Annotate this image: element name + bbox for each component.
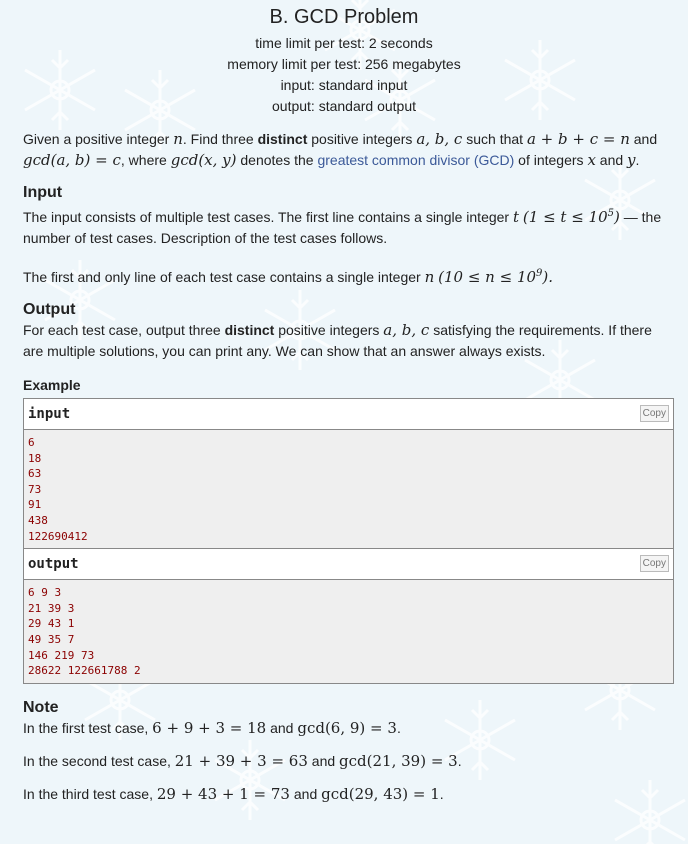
memory-limit: memory limit per test: 256 megabytes <box>227 56 461 72</box>
legend-text: denotes the <box>236 152 318 168</box>
math-y: y <box>627 151 636 169</box>
math-n: n <box>173 130 183 148</box>
output-example-header <box>24 549 673 580</box>
output-example-line: 49 35 7 <box>28 632 75 646</box>
math-t-range <box>523 208 620 226</box>
output-example-body[interactable] <box>24 580 673 683</box>
n-range-text: (10 ≤ n ≤ 10 <box>438 268 537 286</box>
legend-text: and <box>595 152 628 168</box>
math-note-eq: 21 + 39 + 3 = 63 <box>174 751 308 770</box>
legend-text: , where <box>120 152 171 168</box>
copy-output-button[interactable]: Copy <box>640 555 669 572</box>
input-example-line: 63 <box>28 467 42 481</box>
output-text: satisfying the requirements. If there are multiple solutions, you can print any. We can show that an answer always exists. <box>23 322 652 359</box>
note-line-1 <box>23 718 665 739</box>
t-range-close: ) <box>614 208 620 226</box>
note-text: In the first test case, <box>23 719 153 736</box>
input-example-header <box>24 399 673 430</box>
t-exponent: 5 <box>607 208 615 219</box>
note-text: and <box>307 752 340 769</box>
output-example-line: 28622 122661788 2 <box>28 664 141 678</box>
math-x: x <box>587 151 596 169</box>
math-n-range <box>438 268 553 286</box>
output-example-box <box>23 549 674 684</box>
legend <box>23 129 665 171</box>
note-text: and <box>266 719 298 736</box>
input-example-line: 18 <box>28 451 42 465</box>
input-text: The first and only line of each test case contains a single integer <box>23 269 425 285</box>
output-paragraph <box>23 320 665 362</box>
legend-text: of integers <box>514 152 588 168</box>
math-note-gcd: gcd(29, 43) = 1 <box>321 784 440 803</box>
note-text: . <box>439 785 444 802</box>
input-example-line: 91 <box>28 498 42 512</box>
legend-text: . Find three <box>182 131 258 147</box>
output-example-line: 146 219 73 <box>28 648 95 662</box>
math-gcd-abc: gcd(a, b) = c <box>23 151 121 169</box>
note-text: In the third test case, <box>23 785 157 802</box>
output-example-line: 6 9 3 <box>28 586 62 600</box>
math-note-eq: 29 + 43 + 1 = 73 <box>156 784 290 803</box>
problem-header <box>23 0 665 117</box>
input-text: — the number of test cases. Description of the test cases follows. <box>23 209 662 246</box>
output-example-line: 21 39 3 <box>28 601 75 615</box>
math-n: n <box>424 268 435 286</box>
math-sum: a + b + c = n <box>526 130 630 148</box>
input-example-line: 6 <box>28 436 35 449</box>
note-line-2 <box>23 751 665 772</box>
example-section <box>23 376 665 684</box>
math-note-eq: 6 + 9 + 3 = 18 <box>152 718 267 737</box>
input-spec: input: standard input <box>280 77 408 93</box>
example-title: Example <box>23 377 81 393</box>
output-spec: output: standard output <box>272 98 416 114</box>
legend-text: . <box>635 152 640 168</box>
legend-text: and <box>629 131 658 147</box>
input-section-title: Input <box>23 184 63 201</box>
input-example-line: 73 <box>28 482 42 496</box>
legend-text: positive integers <box>307 131 417 147</box>
output-section <box>23 300 665 362</box>
bold-distinct: distinct <box>224 322 275 338</box>
input-example-line: 122690412 <box>28 529 88 543</box>
math-note-gcd: gcd(6, 9) = 3 <box>297 718 397 737</box>
problem-title: B. GCD Problem <box>269 6 419 28</box>
legend-text: such that <box>462 131 527 147</box>
output-text: For each test case, output three <box>23 322 225 338</box>
copy-input-button[interactable]: Copy <box>640 405 669 422</box>
input-text: The input consists of multiple test cases. The first line contains a single integer <box>23 209 513 225</box>
note-line-3 <box>23 784 665 805</box>
output-section-title: Output <box>23 301 76 318</box>
input-example-label: input <box>28 406 71 422</box>
math-note-gcd: gcd(21, 39) = 3 <box>339 751 458 770</box>
n-range-close: ). <box>542 268 554 286</box>
note-text: . <box>457 752 462 769</box>
t-range-text: (1 ≤ t ≤ 10 <box>522 208 608 226</box>
note-text: and <box>289 785 322 802</box>
legend-text: Given a positive integer <box>23 131 174 147</box>
input-section <box>23 183 665 288</box>
note-section <box>23 698 665 805</box>
output-example-line: 29 43 1 <box>28 617 75 631</box>
note-text: . <box>396 719 401 736</box>
input-example-body[interactable] <box>24 430 673 548</box>
output-example-label: output <box>28 556 79 573</box>
input-example-line: 438 <box>28 513 48 527</box>
input-example-box <box>23 398 674 549</box>
note-title: Note <box>23 698 59 716</box>
math-abc: a, b, c <box>383 321 430 339</box>
gcd-link[interactable]: greatest common divisor (GCD) <box>317 152 515 168</box>
output-text: positive integers <box>274 322 384 338</box>
note-text: In the second test case, <box>23 752 175 769</box>
time-limit: time limit per test: 2 seconds <box>255 35 433 51</box>
input-paragraph-2 <box>23 263 665 288</box>
bold-distinct: distinct <box>257 131 308 147</box>
n-exponent: 9 <box>536 268 543 279</box>
math-gcd-xy: gcd(x, y) <box>170 151 237 169</box>
math-abc: a, b, c <box>416 130 463 148</box>
math-t: t <box>513 208 520 226</box>
input-paragraph-1 <box>23 203 665 249</box>
